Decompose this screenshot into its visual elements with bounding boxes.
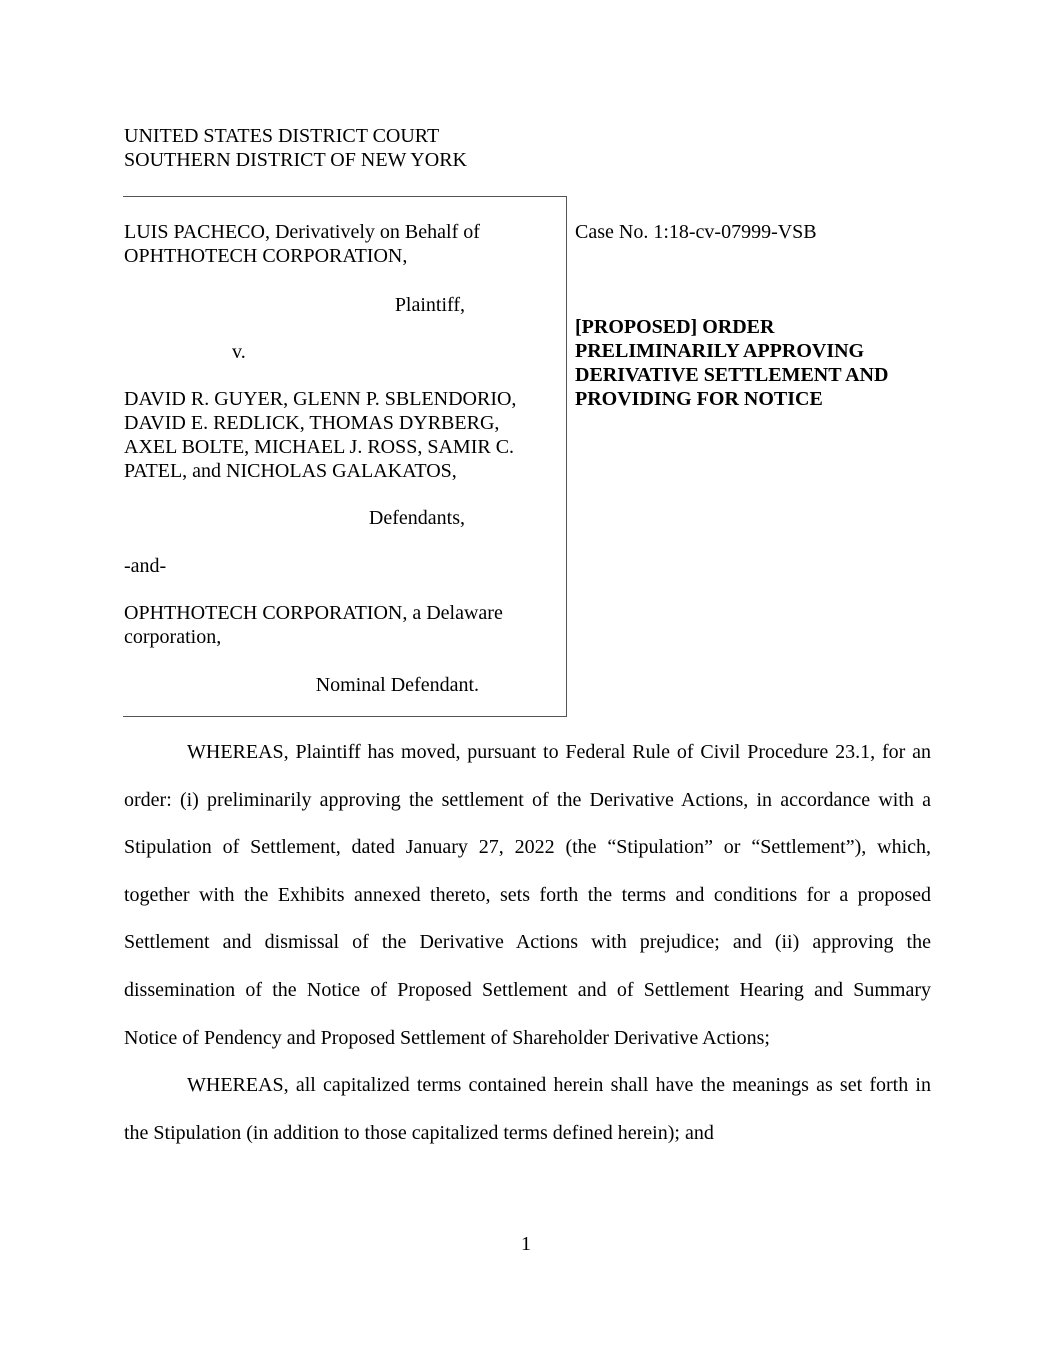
caption-top-rule bbox=[123, 196, 567, 197]
party-line: OPHTHOTECH CORPORATION, bbox=[124, 245, 408, 267]
body-line: the Stipulation (in addition to those capitalized terms defined herein); and bbox=[124, 1121, 714, 1144]
defendants-label: Defendants, bbox=[368, 507, 465, 529]
caption-right-rule bbox=[566, 196, 567, 716]
defendants-party bbox=[124, 387, 516, 483]
body-line: Settlement and dismissal of the Derivative Actions with prejudice; and (ii) approving the bbox=[124, 931, 931, 954]
body-line: dissemination of the Notice of Proposed Settlement and of Settlement Hearing and Summary bbox=[124, 978, 931, 1001]
nominal-defendant-party bbox=[124, 601, 503, 649]
versus: v. bbox=[232, 341, 246, 363]
caption-bottom-rule bbox=[123, 716, 567, 717]
plaintiff-label: Plaintiff, bbox=[394, 294, 465, 316]
page-number: 1 bbox=[521, 1233, 531, 1255]
title-line: DERIVATIVE SETTLEMENT AND bbox=[575, 364, 889, 386]
party-line: DAVID E. REDLICK, THOMAS DYRBERG, bbox=[124, 412, 500, 434]
plaintiff-party bbox=[124, 220, 480, 268]
body-line: order: (i) preliminarily approving the settlement of the Derivative Actions, in accordance with a bbox=[124, 788, 931, 811]
body-line: Notice of Pendency and Proposed Settlement of Shareholder Derivative Actions; bbox=[124, 1026, 770, 1049]
court-heading bbox=[124, 124, 467, 172]
title-line: PRELIMINARILY APPROVING bbox=[575, 340, 865, 362]
party-line: corporation, bbox=[124, 626, 222, 648]
title-line: PROVIDING FOR NOTICE bbox=[575, 388, 823, 410]
body-paragraph-2 bbox=[124, 1062, 931, 1157]
body-line: Stipulation of Settlement, dated January 27, 2022 (the “Stipulation” or “Settlement”), which, bbox=[124, 836, 931, 859]
court-district-line: SOUTHERN DISTRICT OF NEW YORK bbox=[124, 149, 467, 171]
body-line: WHEREAS, Plaintiff has moved, pursuant to Federal Rule of Civil Procedure 23.1, for an bbox=[187, 741, 931, 763]
nominal-defendant-label: Nominal Defendant. bbox=[315, 674, 479, 696]
party-line: AXEL BOLTE, MICHAEL J. ROSS, SAMIR C. bbox=[124, 436, 515, 458]
document-title bbox=[575, 315, 888, 411]
and-separator: -and- bbox=[124, 555, 167, 577]
body-paragraph-1 bbox=[124, 729, 931, 1062]
party-line: LUIS PACHECO, Derivatively on Behalf of bbox=[124, 221, 480, 243]
party-line: DAVID R. GUYER, GLENN P. SBLENDORIO, bbox=[124, 388, 517, 410]
title-line: [PROPOSED] ORDER bbox=[575, 316, 775, 338]
court-name-line: UNITED STATES DISTRICT COURT bbox=[124, 125, 440, 147]
case-number: Case No. 1:18-cv-07999-VSB bbox=[575, 221, 817, 243]
body-line: WHEREAS, all capitalized terms contained herein shall have the meanings as set forth in bbox=[187, 1074, 931, 1096]
party-line: PATEL, and NICHOLAS GALAKATOS, bbox=[124, 460, 457, 482]
body-line: together with the Exhibits annexed thereto, sets forth the terms and conditions for a proposed bbox=[124, 883, 931, 906]
party-line: OPHTHOTECH CORPORATION, a Delaware bbox=[124, 602, 503, 624]
